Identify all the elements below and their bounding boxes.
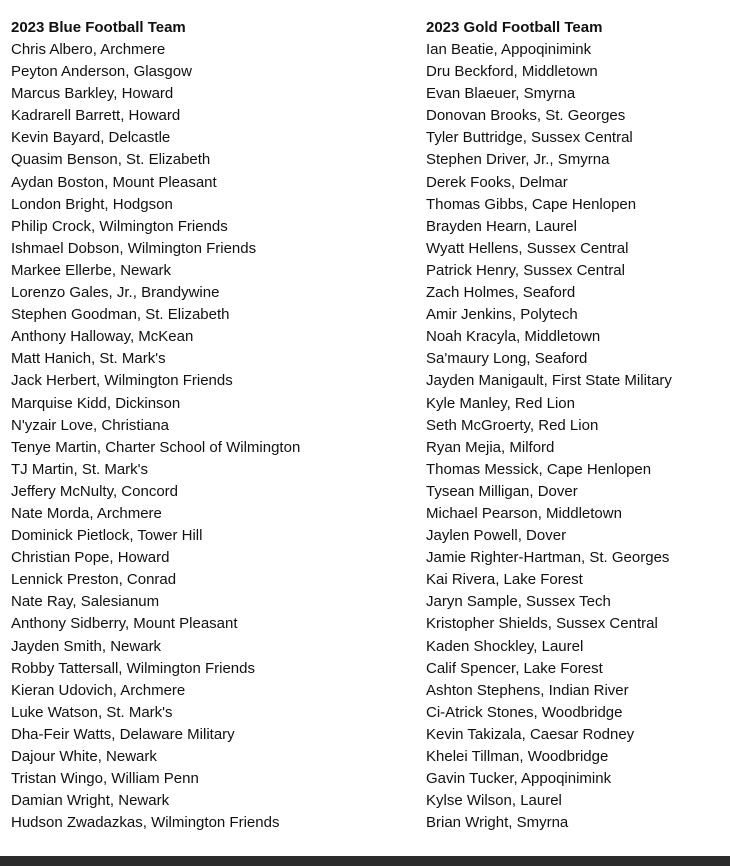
- player-entry: Ashton Stephens, Indian River: [426, 681, 629, 699]
- blue-team-heading: 2023 Blue Football Team: [11, 19, 186, 36]
- player-entry: Stephen Goodman, St. Elizabeth: [11, 306, 230, 324]
- bottom-border-bar: [0, 856, 730, 866]
- player-entry: Kadrarell Barrett, Howard: [11, 107, 181, 125]
- player-entry: Tyler Buttridge, Sussex Central: [426, 129, 633, 147]
- gold-team-roster: [426, 39, 726, 834]
- player-entry: Anthony Halloway, McKean: [11, 328, 194, 346]
- player-entry: Wyatt Hellens, Sussex Central: [426, 239, 629, 257]
- player-entry: Khelei Tillman, Woodbridge: [426, 748, 609, 765]
- player-entry: TJ Martin, St. Mark's: [11, 460, 149, 478]
- player-entry: Ian Beatie, Appoqinimink: [426, 41, 592, 58]
- player-entry: Kieran Udovich, Archmere: [11, 681, 186, 699]
- player-entry: Kevin Bayard, Delcastle: [11, 129, 171, 147]
- player-entry: Ci-Atrick Stones, Woodbridge: [426, 703, 623, 721]
- player-entry: Calif Spencer, Lake Forest: [426, 659, 603, 677]
- blue-team-column: [11, 17, 411, 834]
- player-entry: Nate Morda, Archmere: [11, 504, 162, 522]
- player-entry: Nate Ray, Salesianum: [11, 593, 160, 611]
- player-entry: Marquise Kidd, Dickinson: [11, 394, 181, 412]
- player-entry: Chris Albero, Archmere: [11, 41, 166, 58]
- player-entry: Brayden Hearn, Laurel: [426, 217, 577, 235]
- player-entry: Jack Herbert, Wilmington Friends: [11, 372, 233, 390]
- player-entry: Tysean Milligan, Dover: [426, 482, 578, 500]
- player-entry: Jayden Manigault, First State Military: [426, 372, 672, 390]
- player-entry: Anthony Sidberry, Mount Pleasant: [11, 615, 238, 633]
- player-entry: Michael Pearson, Middletown: [426, 504, 622, 522]
- player-entry: Lennick Preston, Conrad: [11, 571, 177, 589]
- player-entry: Aydan Boston, Mount Pleasant: [11, 173, 217, 191]
- player-entry: Hudson Zwadazkas, Wilmington Friends: [11, 814, 280, 832]
- player-entry: Donovan Brooks, St. Georges: [426, 107, 626, 125]
- gold-team-column: [426, 17, 726, 834]
- player-entry: Lorenzo Gales, Jr., Brandywine: [11, 284, 220, 302]
- player-entry: Ryan Mejia, Milford: [426, 438, 555, 456]
- player-entry: Ishmael Dobson, Wilmington Friends: [11, 239, 257, 257]
- player-entry: Kylse Wilson, Laurel: [426, 792, 562, 810]
- player-entry: Jamie Righter-Hartman, St. Georges: [426, 549, 670, 567]
- player-entry: Sa'maury Long, Seaford: [426, 350, 588, 368]
- player-entry: Brian Wright, Smyrna: [426, 814, 569, 832]
- player-entry: Dajour White, Newark: [11, 748, 157, 765]
- player-entry: Dominick Pietlock, Tower Hill: [11, 527, 203, 545]
- player-entry: Robby Tattersall, Wilmington Friends: [11, 659, 255, 677]
- player-entry: Patrick Henry, Sussex Central: [426, 261, 625, 279]
- player-entry: Gavin Tucker, Appoqinimink: [426, 770, 612, 788]
- player-entry: Evan Blaeuer, Smyrna: [426, 85, 576, 103]
- player-entry: Marcus Barkley, Howard: [11, 85, 174, 103]
- player-entry: Jaryn Sample, Sussex Tech: [426, 593, 611, 611]
- player-entry: Tenye Martin, Charter School of Wilmington: [11, 438, 301, 456]
- player-entry: Damian Wright, Newark: [11, 792, 170, 810]
- player-entry: Amir Jenkins, Polytech: [426, 306, 578, 324]
- blue-team-roster: [11, 39, 411, 834]
- player-entry: Jeffery McNulty, Concord: [11, 482, 178, 500]
- player-entry: Thomas Messick, Cape Henlopen: [426, 460, 652, 478]
- player-entry: Matt Hanich, St. Mark's: [11, 350, 166, 368]
- player-entry: N'yzair Love, Christiana: [11, 416, 169, 434]
- player-entry: Jaylen Powell, Dover: [426, 527, 567, 545]
- player-entry: Noah Kracyla, Middletown: [426, 328, 601, 346]
- player-entry: Derek Fooks, Delmar: [426, 173, 568, 191]
- player-entry: Markee Ellerbe, Newark: [11, 261, 172, 279]
- player-entry: Jayden Smith, Newark: [11, 637, 162, 655]
- player-entry: Kristopher Shields, Sussex Central: [426, 615, 658, 633]
- player-entry: Zach Holmes, Seaford: [426, 284, 576, 302]
- player-entry: Kevin Takizala, Caesar Rodney: [426, 725, 635, 743]
- player-entry: Stephen Driver, Jr., Smyrna: [426, 151, 610, 169]
- player-entry: Dru Beckford, Middletown: [426, 63, 598, 81]
- player-entry: Philip Crock, Wilmington Friends: [11, 217, 228, 235]
- player-entry: Tristan Wingo, William Penn: [11, 770, 199, 788]
- player-entry: Kai Rivera, Lake Forest: [426, 571, 583, 589]
- player-entry: Kyle Manley, Red Lion: [426, 394, 575, 412]
- player-entry: Quasim Benson, St. Elizabeth: [11, 151, 211, 169]
- player-entry: Seth McGroerty, Red Lion: [426, 416, 599, 434]
- player-entry: Kaden Shockley, Laurel: [426, 637, 584, 655]
- player-entry: Peyton Anderson, Glasgow: [11, 63, 192, 81]
- player-entry: London Bright, Hodgson: [11, 195, 173, 213]
- gold-team-heading: 2023 Gold Football Team: [426, 19, 603, 36]
- player-entry: Christian Pope, Howard: [11, 549, 170, 567]
- player-entry: Luke Watson, St. Mark's: [11, 703, 173, 721]
- player-entry: Dha-Feir Watts, Delaware Military: [11, 725, 235, 743]
- player-entry: Thomas Gibbs, Cape Henlopen: [426, 195, 637, 213]
